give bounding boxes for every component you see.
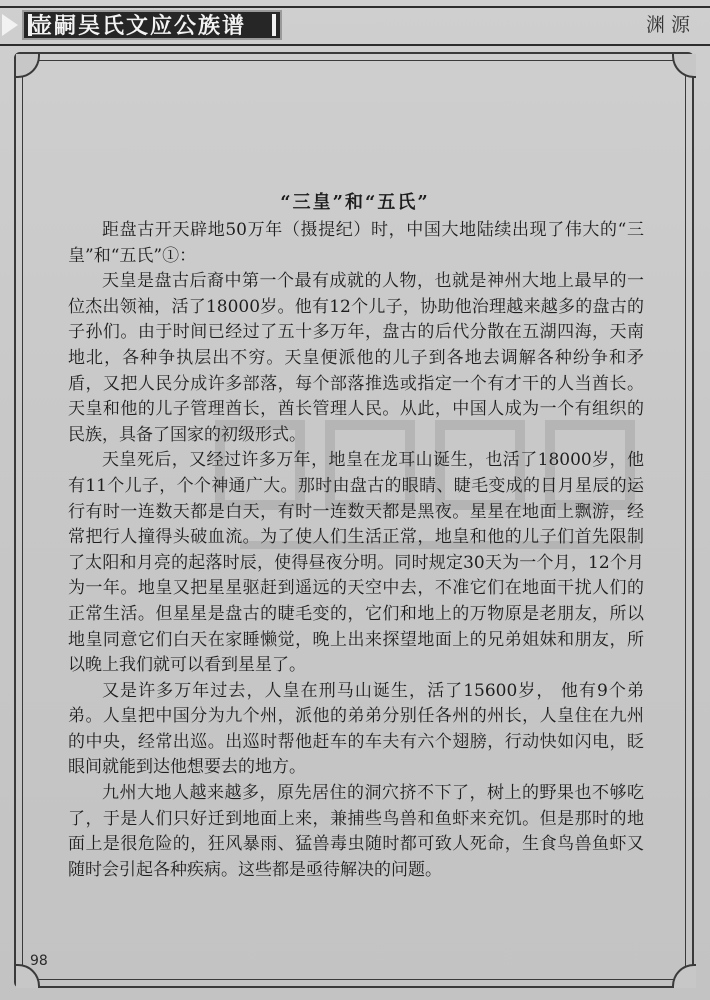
paragraph-4: 又是许多万年过去，人皇在刑马山诞生，活了15600岁， 他有9个弟弟。人皇把中国分为九个州，派他的弟弟分别任各州的州长，人皇住在九州的中央，经常出巡。出巡时帮他赶车的车夫有六个翅膀，行动快如闪电，眨眼间就能到达他想要去的地方。: [68, 680, 644, 778]
page-number: 98: [30, 953, 48, 969]
header-rule-bottom: [0, 44, 710, 46]
paragraph-3: 天皇死后，又经过许多万年，地皇在龙耳山诞生，也活了18000岁，他有11个儿子，个个神通广大。那时由盘古的眼睛、睫毛变成的日月星辰的运行有时一连数天都是白天，有时一连数天都是黑夜。星星在地面上飘游，经常把行人撞得头破血流。为了使人们生活正常，地皇和他的儿子们首先限制了太阳和月亮的起落时辰，使得昼夜分明。同时规定30天为一个月，12个月为一年。地皇又把星星驱赶到遥远的天空中去，不准它们在地面干扰人们的正常生活。但星星是盘古的睫毛变的，它们和地上的万物原是老朋友，所以地皇同意它们白天在家睡懒觉，晚上出来探望地面上的兄弟姐妹和朋友，所以晚上我们就可以看到星星了。: [68, 450, 644, 676]
book-title: 壶嗣吴氏文应公族谱: [30, 13, 247, 39]
header-arrow-icon: [2, 14, 18, 36]
paragraph-5: 九州大地人越来越多，原先居住的洞穴挤不下了，树上的野果也不够吃了，于是人们只好迁到地面上来，兼捕些鸟兽和鱼虾来充饥。但是那时的地面上是很危险的，狂风暴雨、猛兽毒虫随时都可致人死命，生食鸟兽鱼虾又随时会引起各种疾病。这些都是亟待解决的问题。: [68, 783, 644, 880]
paragraph-1: 距盘古开天辟地50万年（摄提纪）时，中国大地陆续出现了伟大的“三皇”和“五氏”①：: [68, 220, 644, 266]
header-rule-top: [0, 6, 710, 8]
article-body: [68, 218, 644, 883]
article-title: “三皇”和“五氏”: [280, 192, 430, 213]
section-name: 渊源: [645, 14, 696, 36]
paragraph-2: 天皇是盘古后裔中第一个最有成就的人物，也就是神州大地上最早的一位杰出领袖，活了18000岁。他有12个儿子，协助他治理越来越多的盘古的子孙们。由于时间已经过了五十多万年，盘古的后代分散在五湖四海，天南地北，各种争执层出不穷。天皇便派他的儿子到各地去调解各种纷争和矛盾，又把人民分成许多部落，每个部落推选或指定一个有才干的人当酋长。天皇和他的儿子管理酋长，酋长管理人民。从此，中国人成为一个有组织的民族，具备了国家的初级形式。: [68, 271, 644, 445]
